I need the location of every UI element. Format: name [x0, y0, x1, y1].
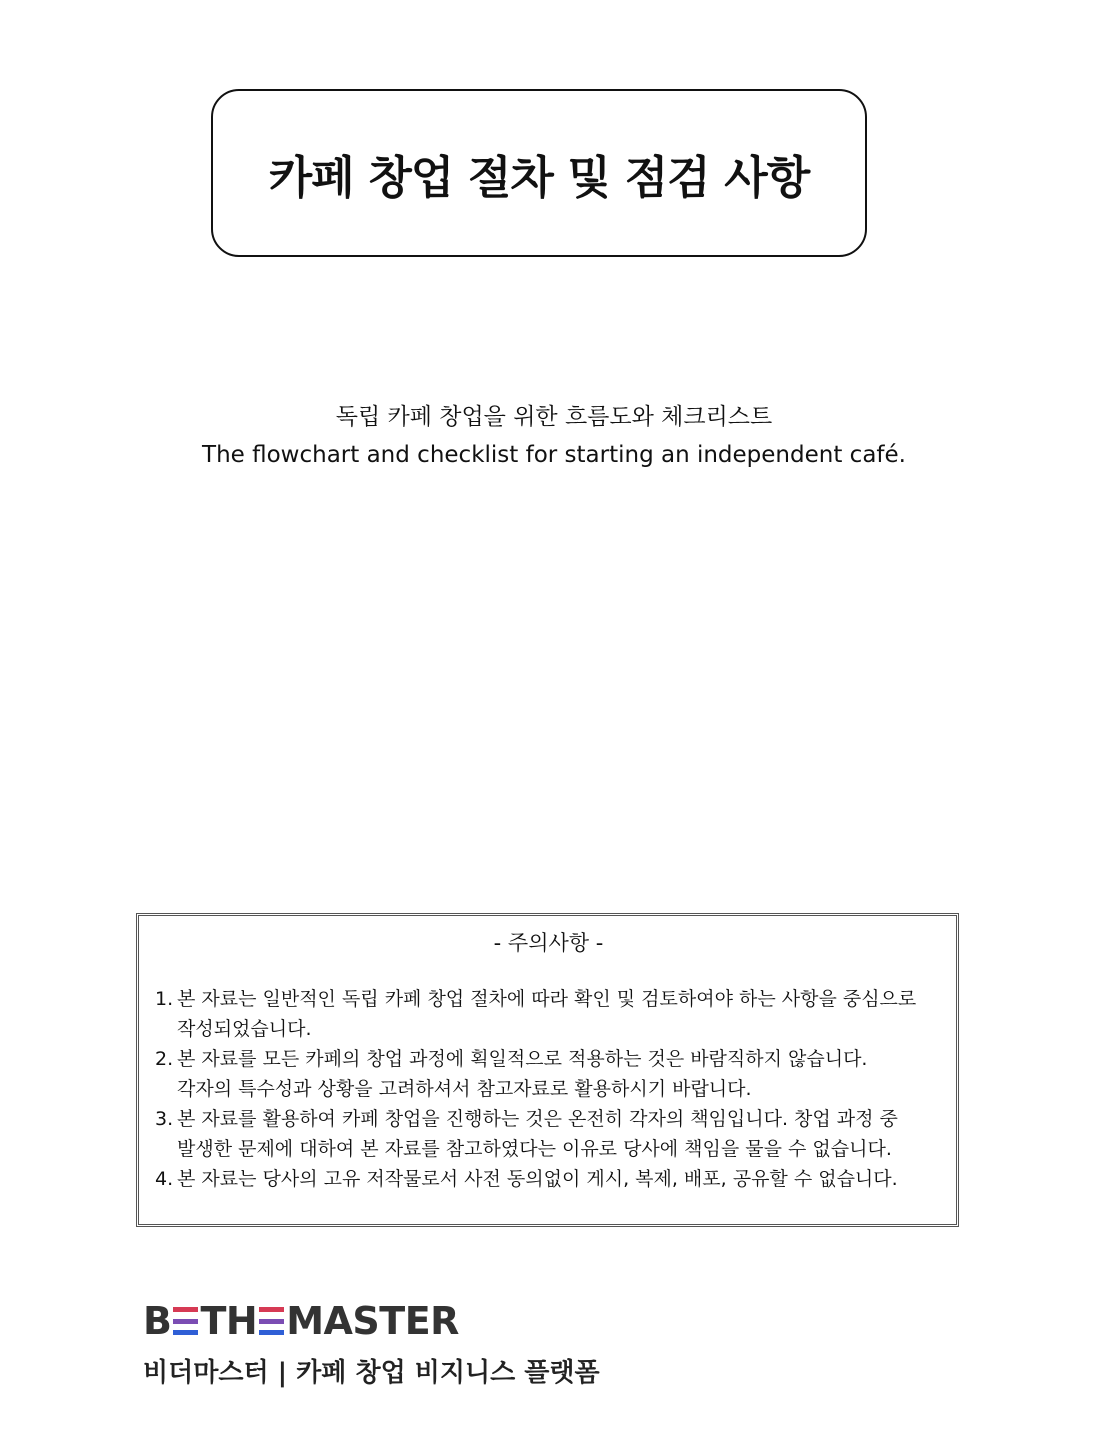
- notice-item-1: [155, 984, 942, 1044]
- logo-e-bar: [173, 1319, 198, 1324]
- notice-item-2: [155, 1044, 942, 1104]
- notice-item-line: 각자의 특수성과 상황을 고려하셔서 참고자료로 활용하시기 바랍니다.: [177, 1078, 752, 1100]
- notice-item-number: 1.: [155, 988, 174, 1010]
- brand-tagline: 비더마스터 | 카페 창업 비지니스 플랫폼: [143, 1358, 600, 1388]
- notice-item-line: 발생한 문제에 대하여 본 자료를 참고하였다는 이유로 당사에 책임을 물을 수 없습니다.: [177, 1138, 892, 1160]
- notice-item-line: 본 자료는 일반적인 독립 카페 창업 절차에 따라 확인 및 검토하여야 하는 사항을 중심으로: [177, 988, 917, 1010]
- subtitle-english: The flowchart and checklist for starting an independent café.: [202, 442, 906, 468]
- notice-item-3: [155, 1104, 942, 1164]
- notice-item-line: 본 자료는 당사의 고유 저작물로서 사전 동의없이 게시, 복제, 배포, 공유할 수 없습니다.: [177, 1168, 898, 1190]
- bethemaster-logo: [143, 1298, 600, 1344]
- page-title: 카페 창업 절차 및 점검 사항: [268, 150, 810, 204]
- logo-text-master: MASTER: [286, 1299, 459, 1343]
- notice-item-line: 본 자료를 모든 카페의 창업 과정에 획일적으로 적용하는 것은 바람직하지 않습니다.: [177, 1048, 868, 1070]
- logo-text-b: B: [143, 1299, 172, 1343]
- notice-item-line: 본 자료를 활용하여 카페 창업을 진행하는 것은 온전히 각자의 책임입니다. 창업 과정 중: [177, 1108, 898, 1130]
- logo-e-bar: [173, 1307, 198, 1312]
- logo-text-th: TH: [200, 1299, 258, 1343]
- logo-e-bar: [259, 1307, 284, 1312]
- logo-e-bar: [259, 1330, 284, 1335]
- subtitle-korean: 독립 카페 창업을 위한 흐름도와 체크리스트: [335, 404, 773, 430]
- title-box: [211, 89, 867, 257]
- logo-e-icon: [173, 1307, 198, 1335]
- notice-item-line: 작성되었습니다.: [177, 1018, 312, 1040]
- notice-item-4: [155, 1164, 942, 1194]
- notice-item-number: 3.: [155, 1108, 174, 1130]
- notice-item-number: 4.: [155, 1168, 174, 1190]
- logo-e-icon: [259, 1307, 284, 1335]
- subtitle: [0, 398, 1108, 474]
- notice-box: [136, 913, 959, 1227]
- notice-heading: - 주의사항 -: [493, 931, 604, 955]
- logo-e-bar: [173, 1330, 198, 1335]
- brand-block: [143, 1298, 600, 1389]
- notice-item-number: 2.: [155, 1048, 174, 1070]
- logo-e-bar: [259, 1319, 284, 1324]
